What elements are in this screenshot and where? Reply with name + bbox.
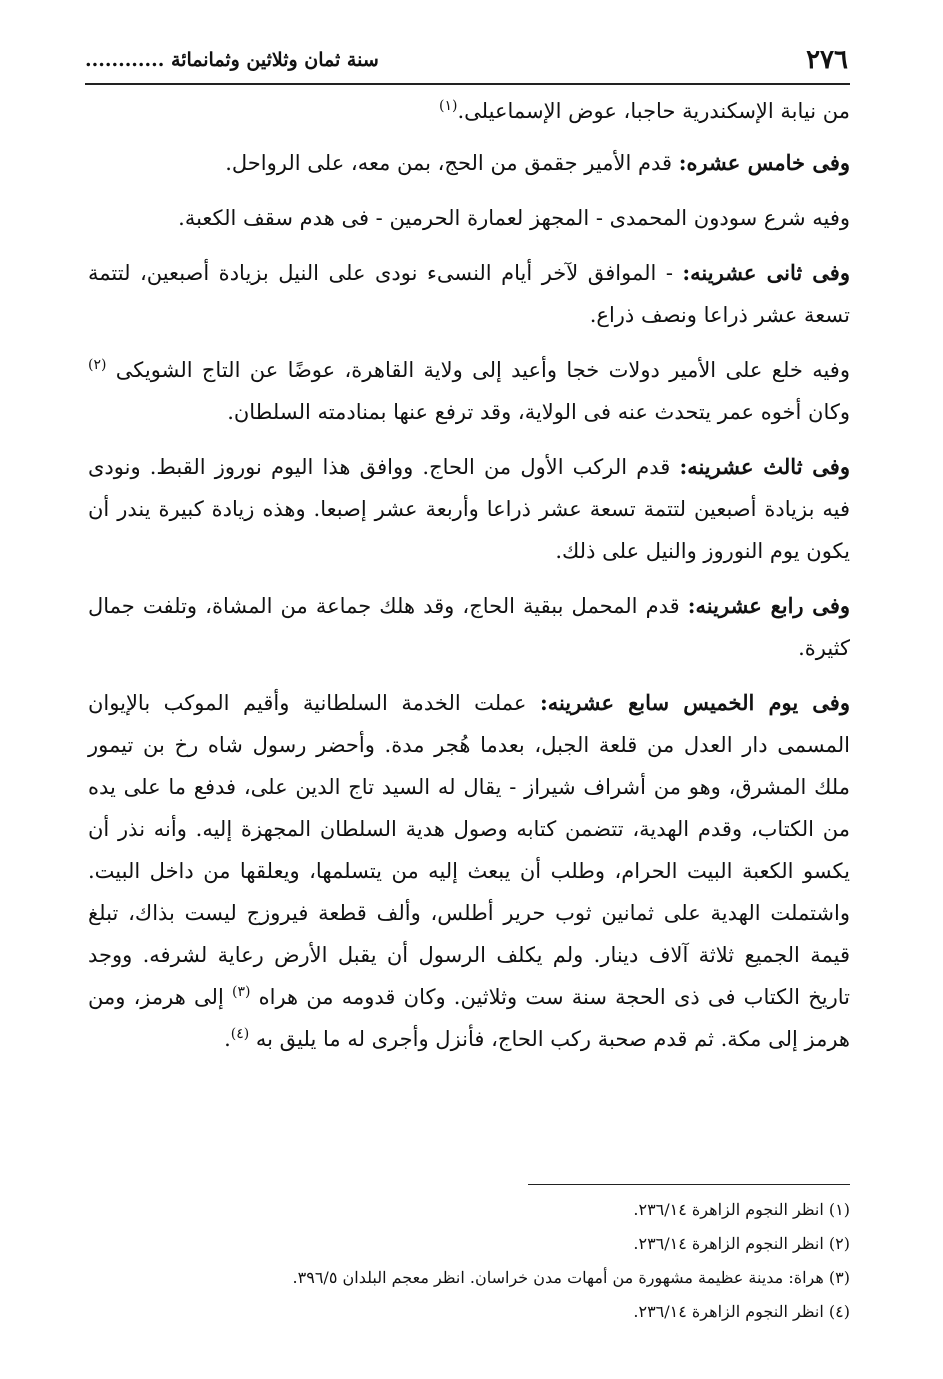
footnote-rule	[528, 1184, 850, 1185]
paragraph-8	[88, 682, 850, 1060]
paragraph-2	[88, 142, 850, 184]
body-text	[88, 90, 850, 1073]
footnote-ref-3: (٣)	[231, 984, 251, 1000]
date-heading: وفى يوم الخميس سابع عشرينه:	[539, 690, 850, 715]
footnote-ref-2: (٢)	[88, 357, 107, 373]
paragraph-8-end: .	[224, 1027, 231, 1051]
footnote-ref-4: (٤)	[230, 1026, 250, 1042]
running-title	[85, 49, 379, 71]
date-heading: وفى خامس عشره:	[678, 150, 850, 175]
page-number: ٢٧٦	[806, 45, 848, 75]
paragraph-8-text: عملت الخدمة السلطانية وأقيم الموكب بالإيوان المسمى دار العدل من قلعة الجبل، بعدما هُجر مدة. وأحضر رسول شاه رخ بن تيمور ملك المشرق، وهو من أشراف شيراز - يقال له السيد تاج الدين على، فدفع ما على يده من الكتاب، وقدم الهدية، تتضمن كتابه وصول هدية السلطان المجهزة إليه. وأنه نذر أن يكسو الكعبة البيت الحرام، وطلب أن يبعث إليه من يتسلمها، ويعلقها من داخل البيت. واشتملت الهدية على ثمانين ثوب حرير أطلس، وألف قطعة فيروزج ليست بذاك، تبلغ قيمة الجميع ثلاثة آلاف دينار. ولم يكلف الرسول أن يقبل الأرض رعاية لشرفه. ووجد تاريخ الكتاب فى ذى الحجة سنة ست وثلاثين. وكان قدومه من هراه	[88, 691, 850, 1009]
paragraph-5-tail: وكان أخوه عمر يتحدث عنه فى الولاية، وقد ترفع عنها بمنادمته السلطان.	[227, 400, 850, 424]
paragraph-3-text: وفيه شرع سودون المحمدى - المجهز لعمارة الحرمين - فى هدم سقف الكعبة.	[178, 206, 850, 230]
footnote-1: (١) انظر النجوم الزاهرة ٢٣٦/١٤.	[633, 1200, 850, 1219]
paragraph-6-text: قدم الركب الأول من الحاج. ووافق هذا اليوم نوروز القبط. ونودى فيه بزيادة أصبعين لتتمة تسعة عشر ذراعا وأربعة عشر إصبعا. وهذه زيادة كبيرة يندر أن يكون يوم النوروز والنيل على ذلك.	[88, 455, 850, 563]
paragraph-6	[88, 446, 850, 572]
running-header	[85, 40, 848, 80]
paragraph-1-text: من نيابة الإسكندرية حاجبا، عوض الإسماعيلى.	[457, 99, 850, 123]
date-heading: وفى ثانى عشرينه:	[682, 260, 850, 285]
date-heading: وفى رابع عشرينه:	[687, 593, 850, 618]
footnote-4: (٤) انظر النجوم الزاهرة ٢٣٦/١٤.	[633, 1302, 850, 1321]
paragraph-5	[88, 349, 850, 433]
paragraph-4	[88, 252, 850, 336]
running-title-dots: ............	[85, 49, 165, 71]
date-heading: وفى ثالث عشرينه:	[679, 454, 850, 479]
paragraph-7	[88, 585, 850, 669]
paragraph-3	[88, 197, 850, 239]
paragraph-8-tail: إلى هرمز، ومن هرمز إلى مكة. ثم قدم صحبة ركب الحاج، فأنزل وأجرى له ما يليق به	[88, 985, 850, 1051]
paragraph-1	[88, 90, 850, 132]
footnote-2: (٢) انظر النجوم الزاهرة ٢٣٦/١٤.	[633, 1234, 850, 1253]
running-title-text: سنة ثمان وثلاثين وثمانمائة	[171, 49, 379, 71]
footnotes	[88, 1193, 850, 1329]
paragraph-2-text: قدم الأمير جقمق من الحج، بمن معه، على الرواحل.	[225, 151, 679, 175]
paragraph-5-text: وفيه خلع على الأمير دولات خجا وأعيد إلى ولاية القاهرة، عوضًا عن التاج الشويكى	[106, 358, 850, 382]
footnote-ref-1: (١)	[439, 98, 458, 114]
paragraph-4-text: - الموافق لآخر أيام النسىء نودى على النيل بزيادة أصبعين، لتتمة تسعة عشر ذراعا ونصف ذراع.	[88, 261, 850, 327]
paragraph-7-text: قدم المحمل ببقية الحاج، وقد هلك جماعة من المشاة، وتلفت جمال كثيرة.	[88, 594, 850, 660]
footnote-3: (٣) هراة: مدينة عظيمة مشهورة من أمهات مدن خراسان. انظر معجم البلدان ٣٩٦/٥.	[292, 1268, 850, 1287]
header-rule	[85, 83, 850, 85]
